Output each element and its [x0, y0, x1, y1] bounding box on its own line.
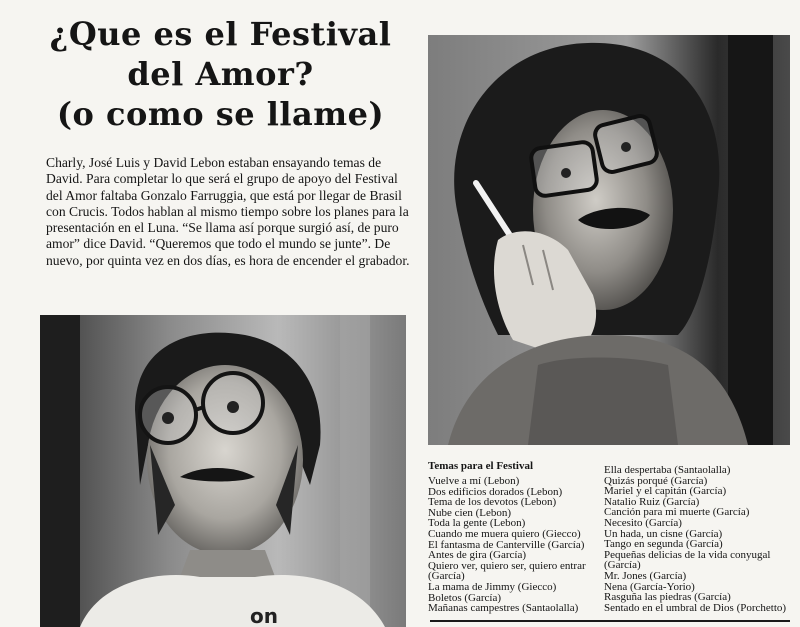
list-item: Ella despertaba (Santaolalla) [604, 464, 731, 476]
list-item: Dos edificios dorados (Lebon) [428, 485, 563, 498]
headline-line-3: (o como se llame) [56, 95, 385, 133]
song-list-column-1 [428, 476, 600, 614]
list-item: Pequeñas delicias de la vida conyugal (García) [604, 548, 771, 572]
headline-line-2: del Amor? [127, 55, 314, 93]
list-item: Boletos (García) [428, 591, 501, 604]
list-item: Vuelve a mí (Lebon) [428, 475, 520, 487]
photo-man-smoking-image [428, 35, 790, 445]
list-item: Canción para mi muerte (García) [604, 506, 750, 519]
photo-man-glasses-image [40, 315, 406, 627]
list-item: Tango en segunda (García) [604, 538, 723, 551]
list-item: Antes de gira (García) [428, 549, 527, 562]
bottom-rule [430, 620, 790, 622]
list-item: El fantasma de Canterville (García) [428, 538, 585, 551]
list-item: Sentado en el umbral de Dios (Porchetto) [604, 601, 787, 614]
photo-man-glasses [40, 315, 406, 627]
song-list-panel [428, 455, 790, 627]
headline-line-1: ¿Que es el Festival [49, 15, 392, 53]
list-item: Mariel y el capitán (García) [604, 485, 727, 498]
list-item: Tema de los devotos (Lebon) [428, 496, 557, 509]
list-item: Necesito (García) [604, 516, 682, 529]
svg-text:on: on [250, 604, 278, 627]
song-list-title: Temas para el Festival [428, 460, 533, 472]
list-item: Nube cien (Lebon) [428, 506, 512, 519]
list-item: Quiero ver, quiero ser, quiero entrar (García) [428, 559, 586, 583]
list-item: Mr. Jones (García) [604, 569, 687, 582]
song-list-column-2 [604, 465, 790, 613]
list-item: Natalio Ruiz (García) [604, 495, 700, 508]
list-item: Quizás porqué (García) [604, 474, 708, 487]
list-item: Un hada, un cisne (García) [604, 527, 723, 540]
list-item: Nena (García-Yorio) [604, 580, 695, 593]
headline [28, 14, 413, 134]
list-item: Mañanas campestres (Santaolalla) [428, 602, 579, 615]
list-item: La mama de Jimmy (Giecco) [428, 580, 557, 593]
intro-paragraph: Charly, José Luis y David Lebon estaban ensayando temas de David. Para completar lo que será el grupo de apoyo del Festival del Amor faltaba Gonzalo Farruggia, que está por llegar de Brasil con Crucis. Todos hablan al mismo tiempo sobre los planes para la presentación en el Luna. “Se llama así porque surgió así, de puro amor” dice David. “Queremos que todo el mundo se junte”. De nuevo, por quinta vez en dos días, es hora de encender el grabador. [46, 155, 410, 268]
list-item: Toda la gente (Lebon) [428, 517, 526, 530]
photo-man-smoking [428, 35, 790, 445]
list-item: Cuando me muera quiero (Giecco) [428, 527, 581, 540]
list-item: Rasguña las piedras (García) [604, 591, 731, 604]
